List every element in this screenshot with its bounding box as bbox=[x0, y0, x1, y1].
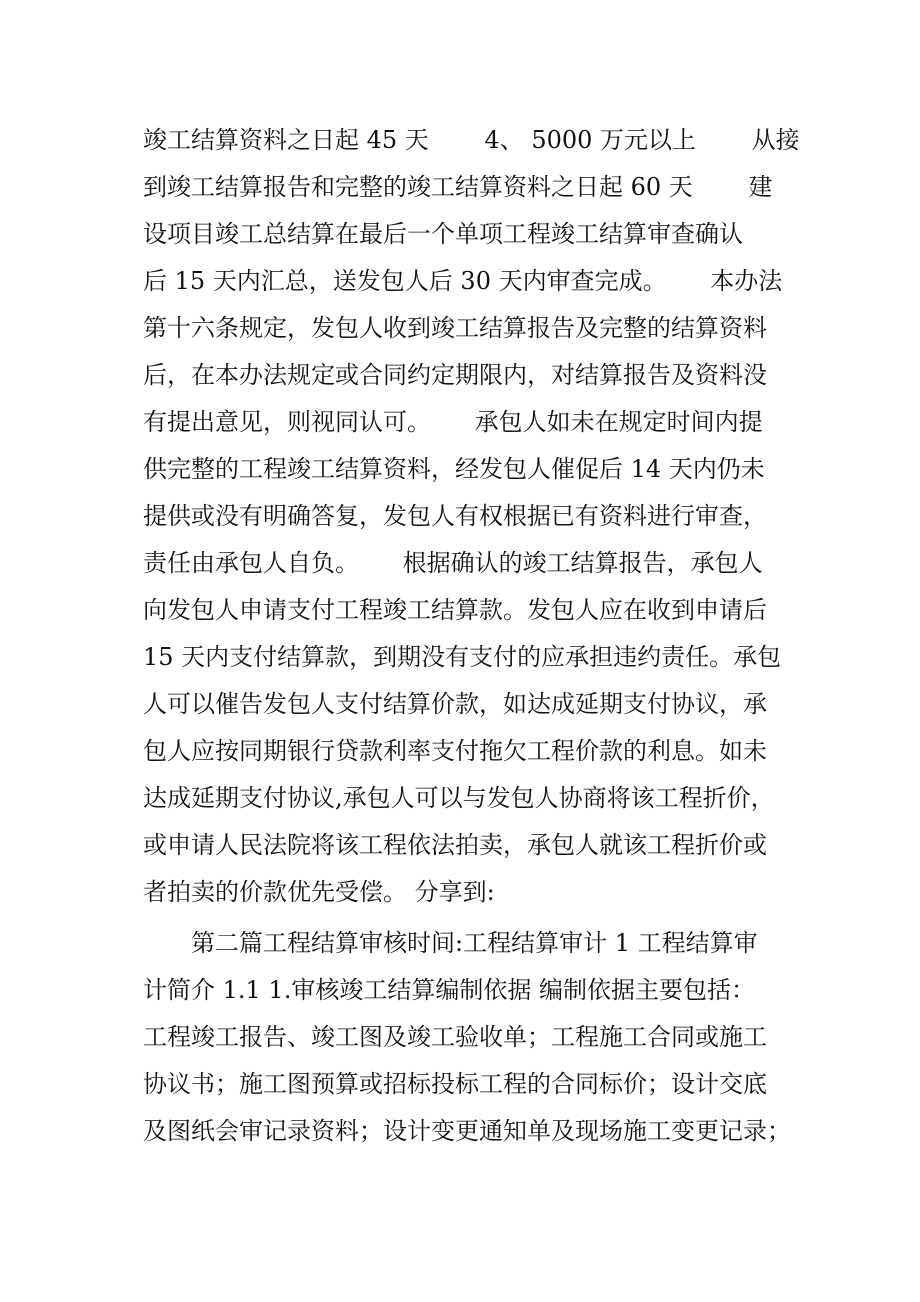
text-line: 提供或没有明确答复，发包人有权根据已有资料进行审查， bbox=[143, 502, 767, 530]
text-line: 后 15 天内汇总，送发包人后 30 天内审查完成。 本办法 bbox=[143, 267, 783, 295]
text-line: 协议书；施工图预算或招标投标工程的合同标价；设计交底 bbox=[143, 1070, 767, 1098]
text-line: 责任由承包人自负。 根据确认的竣工结算报告，承包人 bbox=[143, 549, 763, 577]
text-line: 向发包人申请支付工程竣工结算款。发包人应在收到申请后 bbox=[143, 596, 767, 624]
text-line: 供完整的工程竣工结算资料，经发包人催促后 14 天内仍未 bbox=[143, 455, 765, 483]
text-line: 第二篇工程结算审核时间:工程结算审计 1 工程结算审 bbox=[143, 929, 758, 957]
text-line: 包人应按同期银行贷款利率支付拖欠工程价款的利息。如未 bbox=[143, 737, 767, 765]
text-line: 有提出意见，则视同认可。 承包人如未在规定时间内提 bbox=[143, 408, 763, 436]
text-line: 及图纸会审记录资料；设计变更通知单及现场施工变更记录； bbox=[143, 1117, 791, 1145]
paragraph-2 bbox=[143, 920, 791, 1155]
text-line: 竣工结算资料之日起 45 天 4、 5000 万元以上 从接 bbox=[143, 126, 800, 154]
text-line: 第十六条规定，发包人收到竣工结算报告及完整的结算资料 bbox=[143, 314, 767, 342]
text-line: 或申请人民法院将该工程依法拍卖，承包人就该工程折价或 bbox=[143, 831, 767, 859]
text-line: 15 天内支付结算款，到期没有支付的应承担违约责任。承包 bbox=[143, 643, 782, 671]
paragraph-1 bbox=[143, 117, 800, 916]
document-body bbox=[143, 117, 800, 1155]
text-line: 到竣工结算报告和完整的竣工结算资料之日起 60 天 建 bbox=[143, 173, 773, 201]
text-line: 设项目竣工总结算在最后一个单项工程竣工结算审查确认 bbox=[143, 220, 743, 248]
text-line: 者拍卖的价款优先受偿。 分享到: bbox=[143, 878, 495, 906]
text-line: 达成延期支付协议,承包人可以与发包人协商将该工程折价， bbox=[143, 784, 775, 812]
text-line: 人可以催告发包人支付结算价款，如达成延期支付协议，承 bbox=[143, 690, 767, 718]
text-line: 工程竣工报告、竣工图及竣工验收单；工程施工合同或施工 bbox=[143, 1023, 767, 1051]
text-line: 后，在本办法规定或合同约定期限内，对结算报告及资料没 bbox=[143, 361, 767, 389]
text-line: 计简介 1.1 1.审核竣工结算编制依据 编制依据主要包括： bbox=[143, 976, 755, 1004]
